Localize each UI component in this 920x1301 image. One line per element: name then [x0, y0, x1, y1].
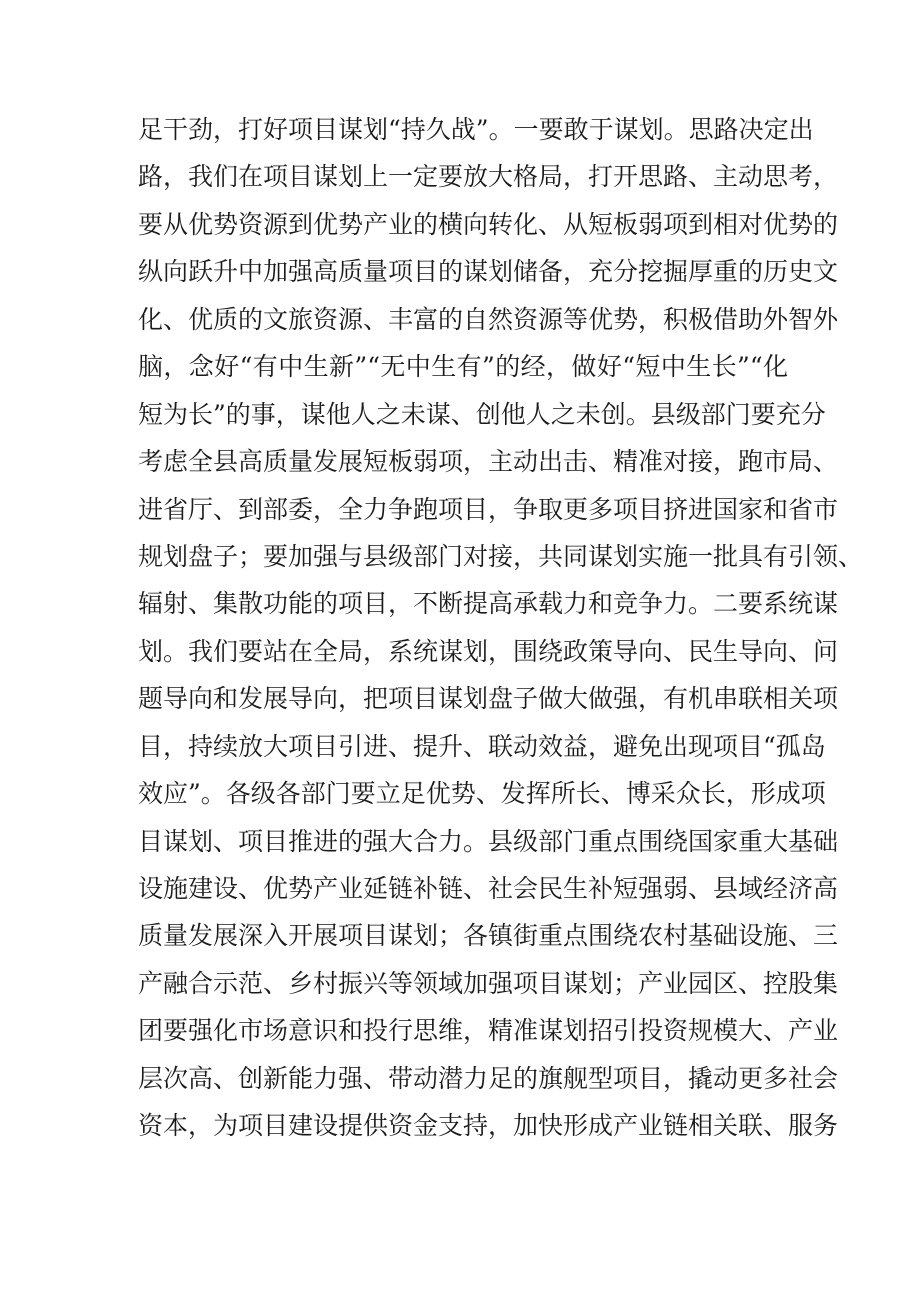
text-line: 要从优势资源到优势产业的横向转化、从短板弱项到相对优势的 [138, 209, 839, 239]
text-line: 设施建设、优势产业延链补链、社会民生补短强弱、县域经济高 [138, 874, 839, 903]
text-line: 目谋划、项目推进的强大合力。县级部门重点围绕国家重大基础 [138, 826, 839, 856]
text-line: 化、优质的文旅资源、丰富的自然资源等优势，积极借助外智外 [138, 304, 839, 334]
text-line: 产融合示范、乡村振兴等领域加强项目谋划；产业园区、控股集 [138, 968, 839, 998]
text-line: 题导向和发展导向，把项目谋划盘子做大做强，有机串联相关项 [138, 684, 839, 714]
text-line: 层次高、创新能力强、带动潜力足的旗舰型项目，撬动更多社会 [138, 1063, 839, 1093]
body-paragraph [138, 106, 864, 1150]
text-line: 规划盘子；要加强与县级部门对接，共同谋划实施一批具有引领、 [138, 541, 864, 571]
text-line: 效应”。各级各部门要立足优势、发挥所长、博采众长，形成项 [138, 779, 826, 809]
text-line: 短为长”的事，谋他人之未谋、创他人之未创。县级部门要充分 [138, 399, 826, 429]
text-line: 目，持续放大项目引进、提升、联动效益，避免出现项目“孤岛 [138, 731, 826, 761]
text-line: 团要强化市场意识和投行思维，精准谋划招引投资规模大、产业 [138, 1016, 839, 1046]
text-line: 考虑全县高质量发展短板弱项，主动出击、精准对接，跑市局、 [138, 447, 839, 477]
text-line: 路，我们在项目谋划上一定要放大格局，打开思路、主动思考， [138, 162, 839, 192]
text-line: 脑，念好“有中生新”“无中生有”的经，做好“短中生长”“化 [138, 352, 788, 382]
text-line: 进省厅、到部委，全力争跑项目，争取更多项目挤进国家和省市 [138, 494, 839, 524]
text-line: 资本，为项目建设提供资金支持，加快形成产业链相关联、服务 [138, 1111, 839, 1141]
text-line: 划。我们要站在全局，系统谋划，围绕政策导向、民生导向、问 [138, 636, 839, 666]
text-line: 足干劲，打好项目谋划“持久战”。一要敢于谋划。思路决定出 [138, 115, 814, 144]
text-line: 辐射、集散功能的项目，不断提高承载力和竞争力。二要系统谋 [138, 589, 839, 619]
text-line: 纵向跃升中加强高质量项目的谋划储备，充分挖掘厚重的历史文 [138, 257, 839, 287]
text-line: 质量发展深入开展项目谋划；各镇街重点围绕农村基础设施、三 [138, 921, 839, 951]
